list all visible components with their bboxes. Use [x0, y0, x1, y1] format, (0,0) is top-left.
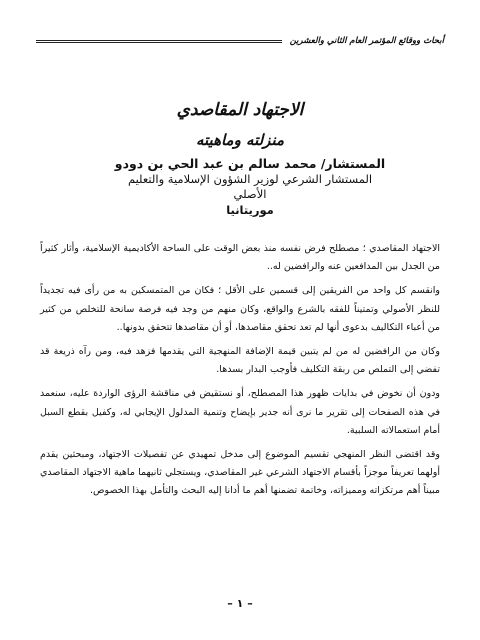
paragraph: وكان من الرافضين له من لم يتبين قيمة الإضافة المنهجية التي يقدمها فزهد فيه، ومن رآه ذريعة قد تفضي إلى التملص من ربقة التكليف فأوجب البدار بسدها. [40, 346, 440, 376]
paragraph: وانقسم كل واحد من الفريقين إلى قسمين على الأقل ؛ فكان من المتمسكين به من رأى فيه تجديداً للنظر الأصولي وتمتيناً للفقه بالشرع والواقع، وكان منهم من وجد فيه فرصة سانحة للتخلص من كثير من أعباء التكاليف بدعوى أنها لم تعد تحقق مقاصدها، أو أن مقاصدها تتحقق بدونها.. [40, 285, 440, 333]
author-position-line1: المستشار الشرعي لوزير الشؤون الإسلامية والتعليم [127, 172, 373, 186]
sub-title: منزلته وماهيته [195, 131, 285, 149]
author-position-line2: الأصلي [233, 187, 267, 201]
running-header-title: أبحاث ووقائع المؤتمر العام الثاني والعشرين [289, 36, 444, 46]
author-block [60, 155, 440, 219]
main-title: الاجتهاد المقاصدي [176, 100, 304, 120]
author-country: موريتانيا [226, 203, 274, 217]
paragraph: الاجتهاد المقاصدي ؛ مصطلح فرض نفسه منذ بعض الوقت على الساحة الأكاديمية الإسلامية، وأثار كثيراً من الجدل بين المدافعين عنه والرافضين له.. [40, 243, 440, 273]
page-number: – ١ – [227, 597, 253, 610]
header-rule [36, 40, 282, 43]
author-name: المستشار/ محمد سالم بن عبد الحي بن دودو [114, 156, 386, 171]
title-block [60, 98, 420, 152]
paragraph: ودون أن نخوض في بدايات ظهور هذا المصطلح، أو نستقيض في مناقشة الرؤى الواردة عليه، سنعمد في هذه الصفحات إلى تقرير ما نرى أنه جدير بإيضاح وتنمية المدلول الإيجابي له، وكفيل بقطع السبل أمام استعمالاته السلبية. [40, 388, 440, 436]
paragraph: وقد اقتضى النظر المنهجي تقسيم الموضوع إلى مدخل تمهيدي عن تفصيلات الاجتهاد، ومبحثين يقدم أولهما تعريفاً موجزاً بأقسام الاجتهاد الشرعي غير المقاصدي، ويستجلي ثانيهما ماهية الاجتهاد المقاصدي مبيناً أهم مرتكزاته ومميزاته، وخاتمة تضمنها أهم ما أدانا إليه البحث والتأمل بهذا الخصوص. [40, 449, 440, 497]
running-header [36, 36, 444, 46]
body-text [40, 240, 440, 507]
